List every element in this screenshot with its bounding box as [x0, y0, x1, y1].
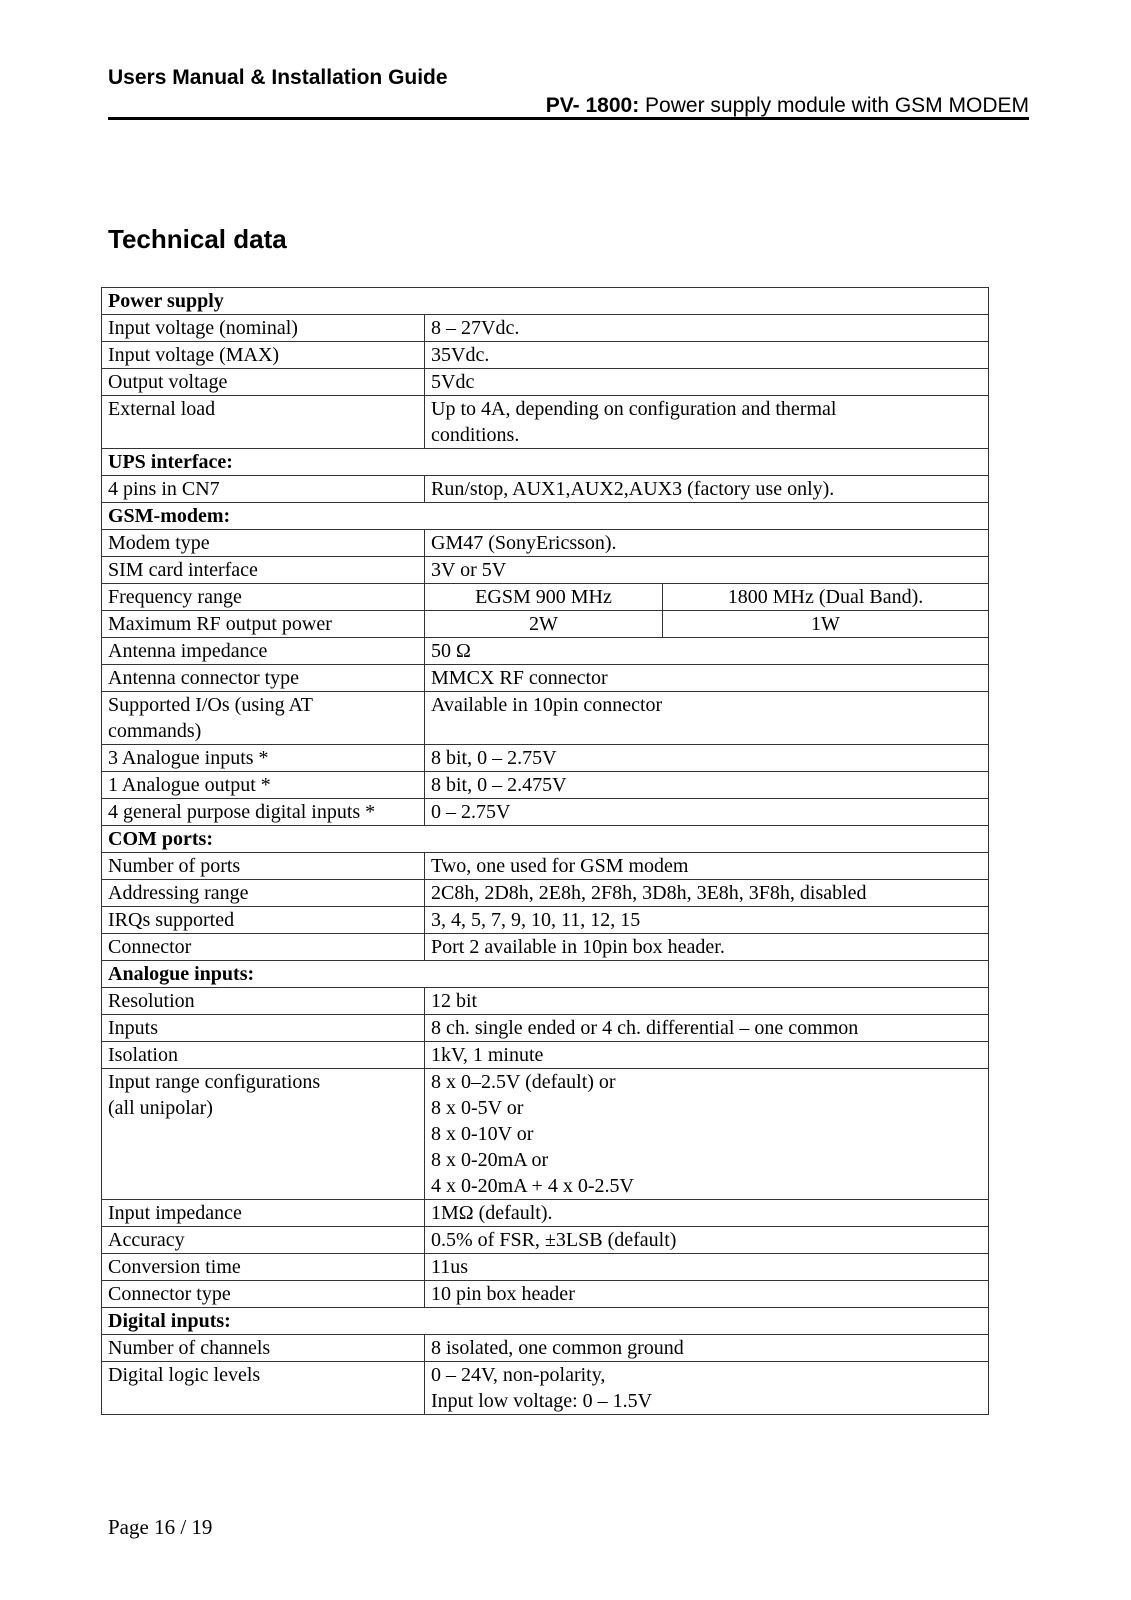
- table-row: [102, 665, 989, 692]
- spec-label: Supported I/Os (using AT commands): [102, 692, 425, 745]
- spec-label: Resolution: [102, 988, 425, 1015]
- spec-value: 2W: [425, 611, 663, 638]
- spec-label: Connector type: [102, 1281, 425, 1308]
- spec-value: 8 x 0–2.5V (default) or 8 x 0-5V or 8 x 0-10V or 8 x 0-20mA or 4 x 0-20mA + 4 x 0-2.5V: [425, 1069, 989, 1200]
- section-heading: Power supply: [102, 288, 989, 315]
- technical-data-table: [101, 287, 989, 1415]
- spec-value: 2C8h, 2D8h, 2E8h, 2F8h, 3D8h, 3E8h, 3F8h, disabled: [425, 880, 989, 907]
- spec-value: GM47 (SonyEricsson).: [425, 530, 989, 557]
- section-row: [102, 449, 989, 476]
- section-heading: GSM-modem:: [102, 503, 989, 530]
- table-row: [102, 934, 989, 961]
- spec-label: Modem type: [102, 530, 425, 557]
- section-heading: Analogue inputs:: [102, 961, 989, 988]
- table-row: [102, 907, 989, 934]
- section-heading: Digital inputs:: [102, 1308, 989, 1335]
- spec-value: 0.5% of FSR, ±3LSB (default): [425, 1227, 989, 1254]
- table-row: [102, 369, 989, 396]
- spec-value: Two, one used for GSM modem: [425, 853, 989, 880]
- spec-value: 50 Ω: [425, 638, 989, 665]
- table-row: [102, 530, 989, 557]
- header-product-line: [546, 94, 1029, 118]
- section-heading: UPS interface:: [102, 449, 989, 476]
- spec-label: Antenna impedance: [102, 638, 425, 665]
- spec-value: 0 – 24V, non-polarity, Input low voltage: 0 – 1.5V: [425, 1362, 989, 1415]
- table-row: [102, 988, 989, 1015]
- spec-value: 8 ch. single ended or 4 ch. differential – one common: [425, 1015, 989, 1042]
- table-row: [102, 1200, 989, 1227]
- table-row: [102, 1069, 989, 1200]
- spec-value: 3V or 5V: [425, 557, 989, 584]
- table-row: [102, 396, 989, 449]
- spec-value: 35Vdc.: [425, 342, 989, 369]
- spec-label: Number of ports: [102, 853, 425, 880]
- table-row: [102, 692, 989, 745]
- spec-label: Conversion time: [102, 1254, 425, 1281]
- spec-value: 0 – 2.75V: [425, 799, 989, 826]
- spec-label: Input impedance: [102, 1200, 425, 1227]
- spec-label: Digital logic levels: [102, 1362, 425, 1415]
- spec-value: Run/stop, AUX1,AUX2,AUX3 (factory use only).: [425, 476, 989, 503]
- spec-value: 10 pin box header: [425, 1281, 989, 1308]
- spec-label: SIM card interface: [102, 557, 425, 584]
- spec-value: 1MΩ (default).: [425, 1200, 989, 1227]
- table-row: [102, 1254, 989, 1281]
- table-row: [102, 1281, 989, 1308]
- spec-value: 1800 MHz (Dual Band).: [663, 584, 989, 611]
- spec-value: 12 bit: [425, 988, 989, 1015]
- header-product: Power supply module with GSM MODEM: [645, 94, 1029, 117]
- spec-value: 1W: [663, 611, 989, 638]
- header-model: PV- 1800:: [545, 94, 640, 117]
- section-heading: COM ports:: [102, 826, 989, 853]
- table-row: [102, 1362, 989, 1415]
- spec-label: Input range configurations (all unipolar): [102, 1069, 425, 1200]
- table-row: [102, 342, 989, 369]
- spec-label: Isolation: [102, 1042, 425, 1069]
- table-row: [102, 476, 989, 503]
- spec-value: Available in 10pin connector: [425, 692, 989, 745]
- spec-value: 11us: [425, 1254, 989, 1281]
- table-row: [102, 557, 989, 584]
- spec-label: Maximum RF output power: [102, 611, 425, 638]
- spec-value: MMCX RF connector: [425, 665, 989, 692]
- spec-value: 8 isolated, one common ground: [425, 1335, 989, 1362]
- spec-label: Connector: [102, 934, 425, 961]
- table-row: [102, 1227, 989, 1254]
- spec-label: 1 Analogue output *: [102, 772, 425, 799]
- section-row: [102, 288, 989, 315]
- spec-label: Number of channels: [102, 1335, 425, 1362]
- table-row: [102, 1335, 989, 1362]
- spec-label: IRQs supported: [102, 907, 425, 934]
- table-row: [102, 772, 989, 799]
- spec-label: Inputs: [102, 1015, 425, 1042]
- table-row: [102, 1042, 989, 1069]
- table-row: [102, 638, 989, 665]
- spec-value: 8 bit, 0 – 2.475V: [425, 772, 989, 799]
- spec-label: Antenna connector type: [102, 665, 425, 692]
- spec-value: 3, 4, 5, 7, 9, 10, 11, 12, 15: [425, 907, 989, 934]
- spec-value: Up to 4A, depending on configuration and thermal conditions.: [425, 396, 989, 449]
- table-row: [102, 1015, 989, 1042]
- spec-value: 5Vdc: [425, 369, 989, 396]
- spec-value: 1kV, 1 minute: [425, 1042, 989, 1069]
- page-number: Page 16 / 19: [108, 1515, 213, 1539]
- header-rule: [108, 117, 1029, 120]
- spec-label: Output voltage: [102, 369, 425, 396]
- spec-label: Input voltage (nominal): [102, 315, 425, 342]
- section-row: [102, 1308, 989, 1335]
- spec-label: 4 pins in CN7: [102, 476, 425, 503]
- table-row: [102, 584, 989, 611]
- spec-value: 8 – 27Vdc.: [425, 315, 989, 342]
- table-row: [102, 799, 989, 826]
- spec-label: Accuracy: [102, 1227, 425, 1254]
- section-row: [102, 961, 989, 988]
- page-title: Technical data: [108, 224, 287, 254]
- spec-label: Input voltage (MAX): [102, 342, 425, 369]
- table-row: [102, 611, 989, 638]
- spec-label: External load: [102, 396, 425, 449]
- spec-value: Port 2 available in 10pin box header.: [425, 934, 989, 961]
- spec-value: 8 bit, 0 – 2.75V: [425, 745, 989, 772]
- section-row: [102, 503, 989, 530]
- spec-label: 3 Analogue inputs *: [102, 745, 425, 772]
- spec-label: 4 general purpose digital inputs *: [102, 799, 425, 826]
- table-row: [102, 315, 989, 342]
- spec-label: Frequency range: [102, 584, 425, 611]
- section-row: [102, 826, 989, 853]
- table-row: [102, 745, 989, 772]
- spec-value: EGSM 900 MHz: [425, 584, 663, 611]
- header-manual-title: Users Manual & Installation Guide: [108, 66, 448, 89]
- spec-label: Addressing range: [102, 880, 425, 907]
- table-row: [102, 880, 989, 907]
- table-row: [102, 853, 989, 880]
